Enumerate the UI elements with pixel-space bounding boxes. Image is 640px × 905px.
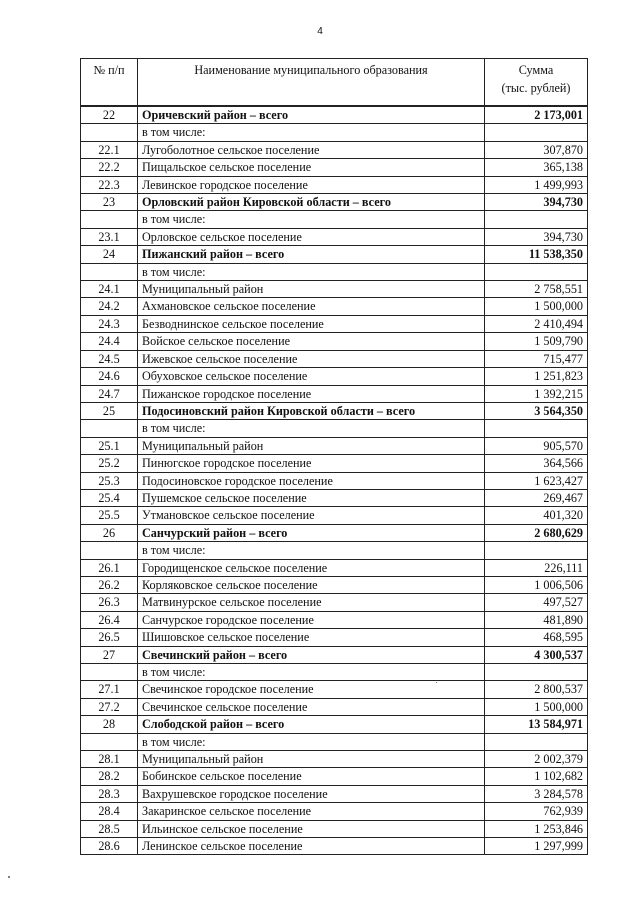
table-row: [81, 281, 588, 298]
table-row: [81, 594, 588, 611]
row-number-cell: 26.3: [81, 594, 138, 611]
sum-cell: 1 297,999: [485, 838, 588, 855]
row-number-cell: 23.1: [81, 228, 138, 245]
municipality-name-cell: Ахмановское сельское поселение: [138, 298, 485, 315]
municipality-name-cell: Утмановское сельское поселение: [138, 507, 485, 524]
sum-cell: [485, 263, 588, 280]
municipality-name-cell: Орловский район Кировской области – всего: [138, 194, 485, 211]
row-number-cell: 22: [81, 106, 138, 124]
table-row: [81, 629, 588, 646]
municipality-name-cell: Муниципальный район: [138, 281, 485, 298]
row-number-cell: 26.2: [81, 576, 138, 593]
page-number: 4: [317, 26, 323, 37]
sum-cell: 905,570: [485, 437, 588, 454]
municipality-name-cell: Городищенское сельское поселение: [138, 559, 485, 576]
municipality-name-cell: Слободской район – всего: [138, 716, 485, 733]
row-number-cell: 24.2: [81, 298, 138, 315]
sum-cell: 1 509,790: [485, 333, 588, 350]
sum-cell: 3 284,578: [485, 785, 588, 802]
table-row: [81, 315, 588, 332]
sum-cell: 401,320: [485, 507, 588, 524]
sum-cell: 1 392,215: [485, 385, 588, 402]
sum-cell: 226,111: [485, 559, 588, 576]
sum-cell: 1 253,846: [485, 820, 588, 837]
row-number-cell: [81, 124, 138, 141]
header-sum-unit: (тыс. рублей): [501, 81, 571, 95]
sum-cell: 3 564,350: [485, 402, 588, 419]
table-row: [81, 141, 588, 158]
sum-cell: 2 680,629: [485, 524, 588, 541]
row-number-cell: [81, 664, 138, 681]
table-row: [81, 489, 588, 506]
row-number-cell: 22.1: [81, 141, 138, 158]
municipality-name-cell: Свечинский район – всего: [138, 646, 485, 663]
table-row-district-total: [81, 646, 588, 663]
table-row: [81, 455, 588, 472]
budget-allocation-table: [80, 58, 588, 855]
municipality-name-cell: Шишовское сельское поселение: [138, 629, 485, 646]
table-row: [81, 333, 588, 350]
municipality-name-cell: в том числе:: [138, 124, 485, 141]
table-row: [81, 542, 588, 559]
sum-cell: 2 173,001: [485, 106, 588, 124]
municipality-name-cell: Санчурское городское поселение: [138, 611, 485, 628]
sum-cell: [485, 733, 588, 750]
row-number-cell: 24.6: [81, 368, 138, 385]
row-number-cell: 25.5: [81, 507, 138, 524]
municipality-name-cell: Войское сельское поселение: [138, 333, 485, 350]
row-number-cell: 27.2: [81, 698, 138, 715]
sum-cell: [485, 124, 588, 141]
municipality-name-cell: Закаринское сельское поселение: [138, 803, 485, 820]
row-number-cell: 26.5: [81, 629, 138, 646]
municipality-name-cell: Безводнинское сельское поселение: [138, 315, 485, 332]
municipality-name-cell: в том числе:: [138, 263, 485, 280]
table-row: [81, 838, 588, 855]
sum-cell: 1 499,993: [485, 176, 588, 193]
municipality-name-cell: Левинское городское поселение: [138, 176, 485, 193]
municipality-name-cell: Свечинское сельское поселение: [138, 698, 485, 715]
table-row-district-total: [81, 524, 588, 541]
sum-cell: 2 002,379: [485, 751, 588, 768]
row-number-cell: 27: [81, 646, 138, 663]
municipality-name-cell: Корляковское сельское поселение: [138, 576, 485, 593]
table-row: [81, 681, 588, 698]
municipality-name-cell: Муниципальный район: [138, 437, 485, 454]
scan-speck: [8, 876, 10, 878]
table-row-district-total: [81, 106, 588, 124]
sum-cell: 1 006,506: [485, 576, 588, 593]
sum-cell: 2 800,537: [485, 681, 588, 698]
table-row: [81, 228, 588, 245]
row-number-cell: 25.2: [81, 455, 138, 472]
table-row: [81, 785, 588, 802]
sum-cell: 394,730: [485, 228, 588, 245]
row-number-cell: [81, 733, 138, 750]
sum-cell: 1 102,682: [485, 768, 588, 785]
table-row: [81, 768, 588, 785]
table-row: [81, 350, 588, 367]
table-row: [81, 159, 588, 176]
table-row: [81, 298, 588, 315]
sum-cell: [485, 664, 588, 681]
row-number-cell: 28.3: [81, 785, 138, 802]
sum-cell: [485, 420, 588, 437]
municipality-name-cell: Муниципальный район: [138, 751, 485, 768]
sum-cell: 394,730: [485, 194, 588, 211]
row-number-cell: 22.3: [81, 176, 138, 193]
row-number-cell: 24.7: [81, 385, 138, 402]
table-row: [81, 124, 588, 141]
municipality-name-cell: Свечинское городское поселение: [138, 681, 485, 698]
row-number-cell: 26.4: [81, 611, 138, 628]
municipality-name-cell: Ильинское сельское поселение: [138, 820, 485, 837]
sum-cell: 762,939: [485, 803, 588, 820]
sum-cell: 481,890: [485, 611, 588, 628]
sum-cell: 364,566: [485, 455, 588, 472]
sum-cell: 269,467: [485, 489, 588, 506]
table-row: [81, 733, 588, 750]
row-number-cell: 28.5: [81, 820, 138, 837]
municipality-name-cell: в том числе:: [138, 542, 485, 559]
municipality-name-cell: в том числе:: [138, 664, 485, 681]
table-row-district-total: [81, 402, 588, 419]
municipality-name-cell: Пижанское городское поселение: [138, 385, 485, 402]
row-number-cell: 24.3: [81, 315, 138, 332]
table-row: [81, 559, 588, 576]
sum-cell: 11 538,350: [485, 246, 588, 263]
row-number-cell: [81, 542, 138, 559]
table-row: [81, 472, 588, 489]
municipality-name-cell: Санчурский район – всего: [138, 524, 485, 541]
municipality-name-cell: Ижевское сельское поселение: [138, 350, 485, 367]
row-number-cell: [81, 263, 138, 280]
row-number-cell: 26: [81, 524, 138, 541]
row-number-cell: 25.3: [81, 472, 138, 489]
municipality-name-cell: Ленинское сельское поселение: [138, 838, 485, 855]
row-number-cell: 24.4: [81, 333, 138, 350]
header-sum-title: Сумма: [518, 63, 554, 77]
table-row-district-total: [81, 246, 588, 263]
header-sum: [485, 59, 588, 107]
row-number-cell: [81, 420, 138, 437]
municipality-name-cell: Вахрушевское городское поселение: [138, 785, 485, 802]
municipality-name-cell: Пищальское сельское поселение: [138, 159, 485, 176]
sum-cell: 307,870: [485, 141, 588, 158]
row-number-cell: 24: [81, 246, 138, 263]
sum-cell: 365,138: [485, 159, 588, 176]
row-number-cell: 22.2: [81, 159, 138, 176]
sum-cell: 4 300,537: [485, 646, 588, 663]
row-number-cell: [81, 211, 138, 228]
sum-cell: 715,477: [485, 350, 588, 367]
row-number-cell: 25: [81, 402, 138, 419]
row-number-cell: 28.4: [81, 803, 138, 820]
sum-cell: 1 500,000: [485, 298, 588, 315]
row-number-cell: 28.1: [81, 751, 138, 768]
table-body: [81, 106, 588, 855]
table-row: [81, 507, 588, 524]
scan-speck: [436, 682, 437, 683]
table-row: [81, 698, 588, 715]
municipality-name-cell: Пижанский район – всего: [138, 246, 485, 263]
row-number-cell: 24.1: [81, 281, 138, 298]
table-row: [81, 368, 588, 385]
municipality-name-cell: Пинюгское городское поселение: [138, 455, 485, 472]
table-row: [81, 751, 588, 768]
row-number-cell: 25.1: [81, 437, 138, 454]
row-number-cell: 27.1: [81, 681, 138, 698]
municipality-name-cell: Бобинское сельское поселение: [138, 768, 485, 785]
table-row: [81, 664, 588, 681]
municipality-name-cell: в том числе:: [138, 420, 485, 437]
sum-cell: 1 251,823: [485, 368, 588, 385]
sum-cell: 468,595: [485, 629, 588, 646]
municipality-name-cell: Оричевский район – всего: [138, 106, 485, 124]
row-number-cell: 25.4: [81, 489, 138, 506]
row-number-cell: 26.1: [81, 559, 138, 576]
municipality-name-cell: Матвинурское сельское поселение: [138, 594, 485, 611]
row-number-cell: 23: [81, 194, 138, 211]
table-row-district-total: [81, 194, 588, 211]
municipality-name-cell: в том числе:: [138, 211, 485, 228]
table-row: [81, 176, 588, 193]
row-number-cell: 24.5: [81, 350, 138, 367]
sum-cell: 1 623,427: [485, 472, 588, 489]
row-number-cell: 28: [81, 716, 138, 733]
sum-cell: 1 500,000: [485, 698, 588, 715]
row-number-cell: 28.6: [81, 838, 138, 855]
table-row: [81, 820, 588, 837]
table-row: [81, 803, 588, 820]
sum-cell: 497,527: [485, 594, 588, 611]
sum-cell: 2 758,551: [485, 281, 588, 298]
municipality-name-cell: Орловское сельское поселение: [138, 228, 485, 245]
sum-cell: 2 410,494: [485, 315, 588, 332]
table-row: [81, 420, 588, 437]
table-row: [81, 611, 588, 628]
sum-cell: [485, 542, 588, 559]
municipality-name-cell: в том числе:: [138, 733, 485, 750]
municipality-name-cell: Подосиновское городское поселение: [138, 472, 485, 489]
municipality-name-cell: Обуховское сельское поселение: [138, 368, 485, 385]
municipality-name-cell: Пушемское сельское поселение: [138, 489, 485, 506]
table-row: [81, 576, 588, 593]
table-row: [81, 263, 588, 280]
header-number: № п/п: [81, 59, 138, 107]
table-row-district-total: [81, 716, 588, 733]
row-number-cell: 28.2: [81, 768, 138, 785]
municipality-name-cell: Подосиновский район Кировской области – всего: [138, 402, 485, 419]
table-row: [81, 437, 588, 454]
header-municipality-name: Наименование муниципального образования: [138, 59, 485, 107]
table-row: [81, 211, 588, 228]
table-row: [81, 385, 588, 402]
sum-cell: [485, 211, 588, 228]
municipality-name-cell: Лугоболотное сельское поселение: [138, 141, 485, 158]
sum-cell: 13 584,971: [485, 716, 588, 733]
table-header-row: [81, 59, 588, 107]
